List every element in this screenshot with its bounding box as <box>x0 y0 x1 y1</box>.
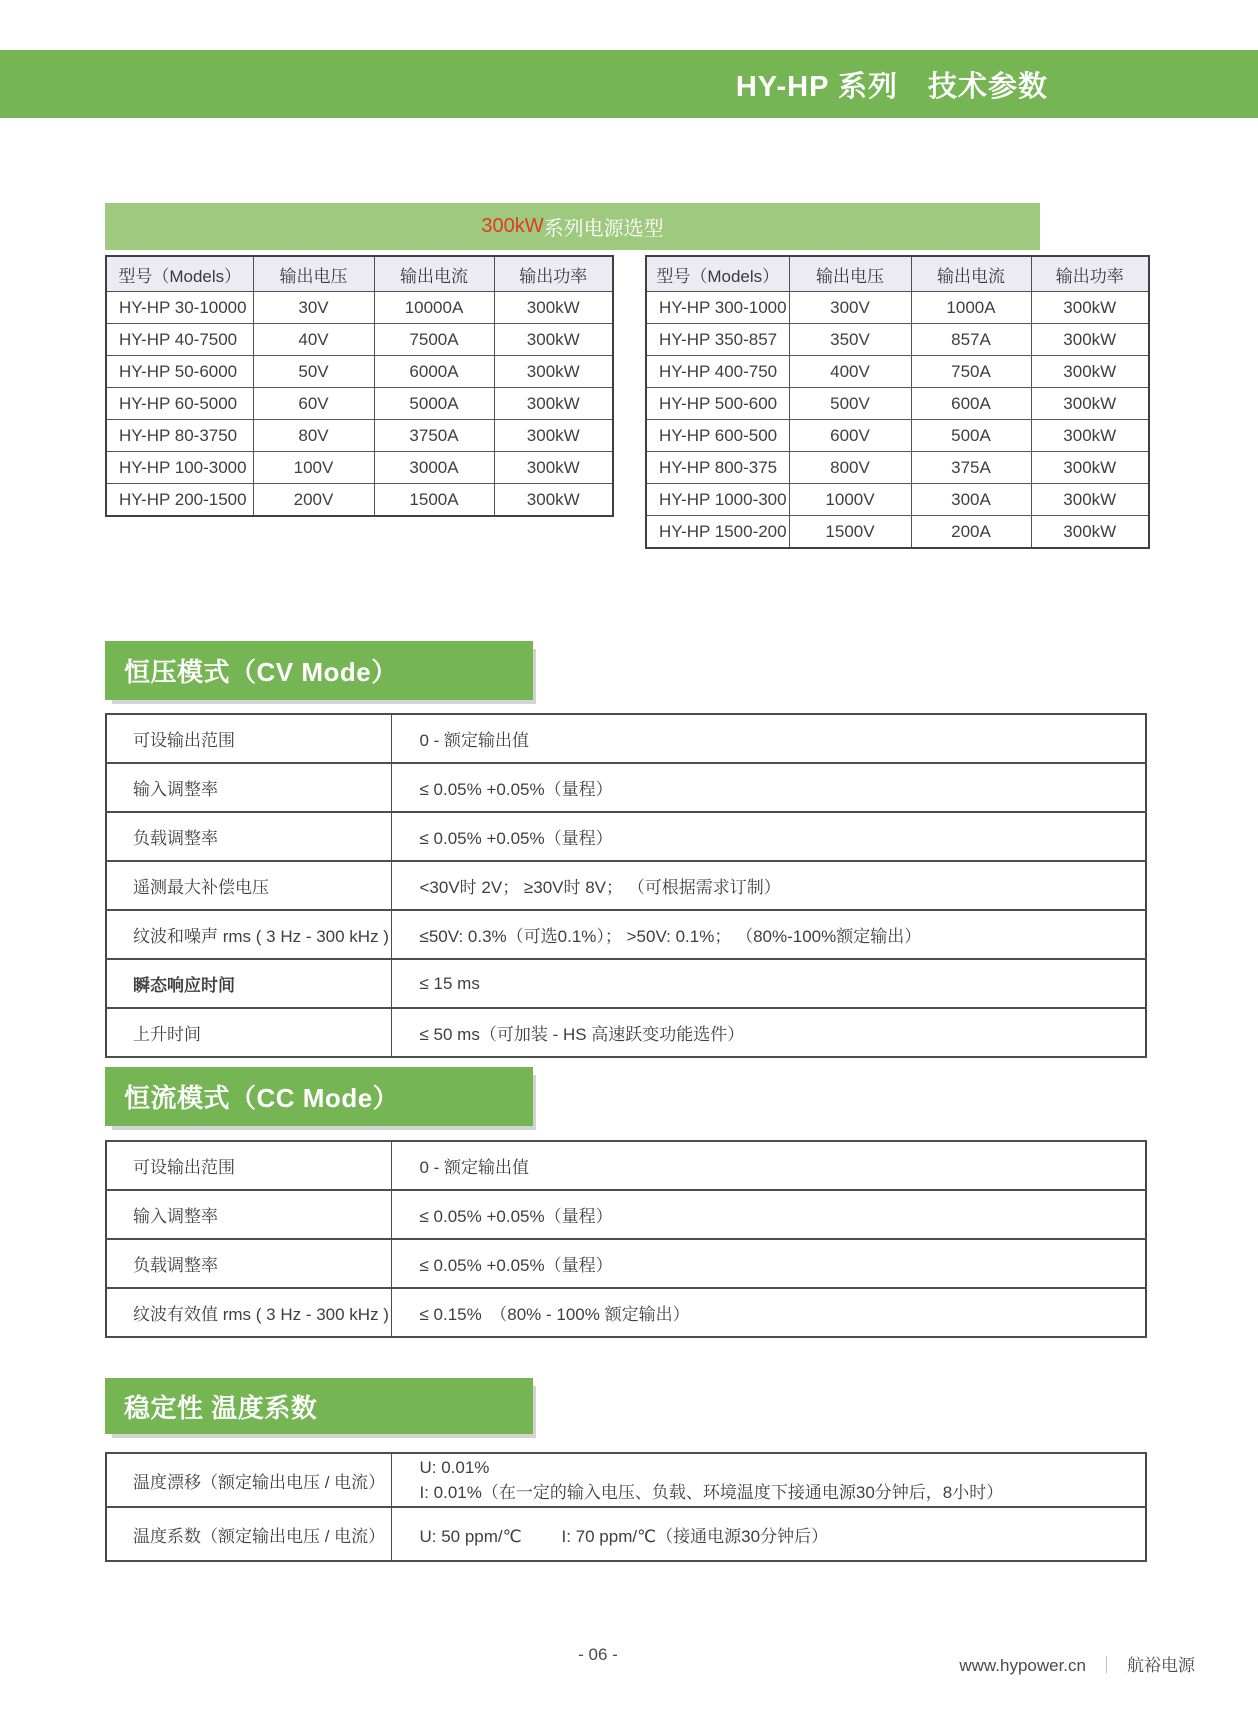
spec-value: ≤ 0.15% （80% - 100% 额定输出） <box>391 1288 1146 1337</box>
spec-value: ≤ 0.05% +0.05%（量程） <box>391 1190 1146 1239</box>
current-cell: 5000A <box>374 388 494 420</box>
current-spec-value: I: 0.01%（在一定的输入电压、负载、环境温度下接通电源30分钟后，8小时） <box>419 1482 1004 1502</box>
voltage-cell: 80V <box>253 420 374 452</box>
current-cell: 200A <box>911 516 1031 549</box>
table-row <box>646 292 1149 324</box>
footer-brand-line <box>959 1651 1195 1676</box>
current-cell: 375A <box>911 452 1031 484</box>
model-cell: HY-HP 100-3000 <box>106 452 253 484</box>
spec-label: 负载调整率 <box>106 1239 391 1288</box>
voltage-cell: 500V <box>789 388 911 420</box>
spec-row <box>106 1190 1146 1239</box>
column-header-voltage: 输出电压 <box>789 256 911 292</box>
spec-label: 可设输出范围 <box>106 1141 391 1190</box>
current-cell: 6000A <box>374 356 494 388</box>
model-cell: HY-HP 1000-300 <box>646 484 789 516</box>
spec-value: <30V时 2V； ≥30V时 8V； （可根据需求订制） <box>391 861 1146 910</box>
model-cell: HY-HP 200-1500 <box>106 484 253 517</box>
power-cell: 300kW <box>494 388 613 420</box>
table-row <box>106 388 613 420</box>
voltage-cell: 100V <box>253 452 374 484</box>
current-cell: 500A <box>911 420 1031 452</box>
power-cell: 300kW <box>1031 484 1149 516</box>
table-row <box>646 356 1149 388</box>
voltage-spec-value: U: 0.01% <box>419 1457 490 1477</box>
spec-row <box>106 1141 1146 1190</box>
model-cell: HY-HP 300-1000 <box>646 292 789 324</box>
current-cell: 1000A <box>911 292 1031 324</box>
column-header-power: 输出功率 <box>1031 256 1149 292</box>
power-cell: 300kW <box>494 356 613 388</box>
table-row <box>646 484 1149 516</box>
spec-row <box>106 959 1146 1008</box>
voltage-cell: 400V <box>789 356 911 388</box>
current-spec-value: I: 70 ppm/℃（接通电源30分钟后） <box>561 1526 829 1546</box>
voltage-cell: 30V <box>253 292 374 324</box>
power-cell: 300kW <box>1031 452 1149 484</box>
voltage-cell: 200V <box>253 484 374 517</box>
spec-row <box>106 1239 1146 1288</box>
spec-row <box>106 861 1146 910</box>
spec-row <box>106 1288 1146 1337</box>
voltage-cell: 60V <box>253 388 374 420</box>
model-table-left <box>105 255 614 517</box>
footer-brand: 航裕电源 <box>1127 1656 1195 1675</box>
spec-value: 0 - 额定输出值 <box>391 714 1146 763</box>
model-table-right <box>645 255 1150 549</box>
table-row <box>106 292 613 324</box>
current-cell: 3000A <box>374 452 494 484</box>
model-cell: HY-HP 600-500 <box>646 420 789 452</box>
spec-row <box>106 910 1146 959</box>
model-cell: HY-HP 500-600 <box>646 388 789 420</box>
section-title-cv-mode: 恒压模式（CV Mode） <box>105 641 533 700</box>
spec-row <box>106 1453 1146 1507</box>
spec-row <box>106 763 1146 812</box>
spec-label: 纹波和噪声 rms ( 3 Hz - 300 kHz ) <box>106 910 391 959</box>
table-row <box>646 420 1149 452</box>
spec-row <box>106 1507 1146 1561</box>
power-cell: 300kW <box>1031 292 1149 324</box>
voltage-cell: 1000V <box>789 484 911 516</box>
spec-label: 可设输出范围 <box>106 714 391 763</box>
column-header-model: 型号（Models） <box>646 256 789 292</box>
current-cell: 1500A <box>374 484 494 517</box>
model-cell: HY-HP 1500-200 <box>646 516 789 549</box>
spec-value: ≤ 50 ms（可加装 - HS 高速跃变功能选件） <box>391 1008 1146 1057</box>
current-cell: 10000A <box>374 292 494 324</box>
banner-text: 系列电源选型 <box>543 218 664 240</box>
spec-row <box>106 714 1146 763</box>
footer-website: www.hypower.cn <box>959 1656 1086 1675</box>
stability-spec-table <box>105 1452 1147 1562</box>
spec-label: 瞬态响应时间 <box>106 959 391 1008</box>
power-cell: 300kW <box>494 420 613 452</box>
table-row <box>646 516 1149 549</box>
model-cell: HY-HP 50-6000 <box>106 356 253 388</box>
voltage-cell: 300V <box>789 292 911 324</box>
cc-mode-spec-table <box>105 1140 1147 1338</box>
column-header-current: 输出电流 <box>911 256 1031 292</box>
page-number: - 06 - <box>578 1645 618 1664</box>
banner-highlight: 300kW <box>481 215 544 237</box>
model-cell: HY-HP 80-3750 <box>106 420 253 452</box>
spec-value: ≤50V: 0.3%（可选0.1%）； >50V: 0.1%； （80%-100%额定输出） <box>391 910 1146 959</box>
table-row <box>106 356 613 388</box>
model-cell: HY-HP 400-750 <box>646 356 789 388</box>
spec-label: 输入调整率 <box>106 763 391 812</box>
series-banner <box>105 203 1040 250</box>
power-cell: 300kW <box>1031 516 1149 549</box>
spec-label: 温度漂移（额定输出电压 / 电流） <box>106 1453 391 1507</box>
table-header-row <box>646 256 1149 292</box>
current-cell: 750A <box>911 356 1031 388</box>
current-cell: 857A <box>911 324 1031 356</box>
table-row <box>646 452 1149 484</box>
spec-value <box>391 1453 1146 1507</box>
spec-row <box>106 812 1146 861</box>
current-cell: 300A <box>911 484 1031 516</box>
table-row <box>646 324 1149 356</box>
page-title: HY-HP 系列 技术参数 <box>735 70 1048 103</box>
current-cell: 3750A <box>374 420 494 452</box>
model-cell: HY-HP 40-7500 <box>106 324 253 356</box>
model-cell: HY-HP 30-10000 <box>106 292 253 324</box>
voltage-spec-value: U: 50 ppm/℃ <box>419 1526 522 1546</box>
power-cell: 300kW <box>1031 388 1149 420</box>
section-title-cc-mode: 恒流模式（CC Mode） <box>105 1067 533 1126</box>
current-cell: 600A <box>911 388 1031 420</box>
spec-value: ≤ 0.05% +0.05%（量程） <box>391 763 1146 812</box>
power-cell: 300kW <box>494 452 613 484</box>
spec-label: 温度系数（额定输出电压 / 电流） <box>106 1507 391 1561</box>
voltage-cell: 600V <box>789 420 911 452</box>
table-row <box>106 420 613 452</box>
table-row <box>106 452 613 484</box>
spec-value: ≤ 0.05% +0.05%（量程） <box>391 1239 1146 1288</box>
voltage-cell: 1500V <box>789 516 911 549</box>
column-header-power: 输出功率 <box>494 256 613 292</box>
power-cell: 300kW <box>494 292 613 324</box>
spec-value: ≤ 0.05% +0.05%（量程） <box>391 812 1146 861</box>
column-header-current: 输出电流 <box>374 256 494 292</box>
power-cell: 300kW <box>1031 324 1149 356</box>
power-cell: 300kW <box>1031 356 1149 388</box>
model-cell: HY-HP 60-5000 <box>106 388 253 420</box>
model-cell: HY-HP 350-857 <box>646 324 789 356</box>
spec-label: 输入调整率 <box>106 1190 391 1239</box>
table-row <box>106 324 613 356</box>
voltage-cell: 800V <box>789 452 911 484</box>
table-row <box>646 388 1149 420</box>
voltage-cell: 350V <box>789 324 911 356</box>
spec-label: 负载调整率 <box>106 812 391 861</box>
voltage-cell: 40V <box>253 324 374 356</box>
table-header-row <box>106 256 613 292</box>
spec-value <box>391 1507 1146 1561</box>
power-cell: 300kW <box>494 324 613 356</box>
section-title-stability: 稳定性 温度系数 <box>105 1378 533 1434</box>
footer-separator: ｜ <box>1098 1656 1115 1675</box>
spec-row <box>106 1008 1146 1057</box>
spec-value: ≤ 15 ms <box>391 959 1146 1008</box>
column-header-voltage: 输出电压 <box>253 256 374 292</box>
current-cell: 7500A <box>374 324 494 356</box>
spec-label: 纹波有效值 rms ( 3 Hz - 300 kHz ) <box>106 1288 391 1337</box>
spec-value: 0 - 额定输出值 <box>391 1141 1146 1190</box>
power-cell: 300kW <box>494 484 613 517</box>
spec-label: 上升时间 <box>106 1008 391 1057</box>
voltage-cell: 50V <box>253 356 374 388</box>
page-header-bar <box>0 50 1258 118</box>
spec-label: 遥测最大补偿电压 <box>106 861 391 910</box>
model-cell: HY-HP 800-375 <box>646 452 789 484</box>
column-header-model: 型号（Models） <box>106 256 253 292</box>
cv-mode-spec-table <box>105 713 1147 1058</box>
power-cell: 300kW <box>1031 420 1149 452</box>
table-row <box>106 484 613 517</box>
